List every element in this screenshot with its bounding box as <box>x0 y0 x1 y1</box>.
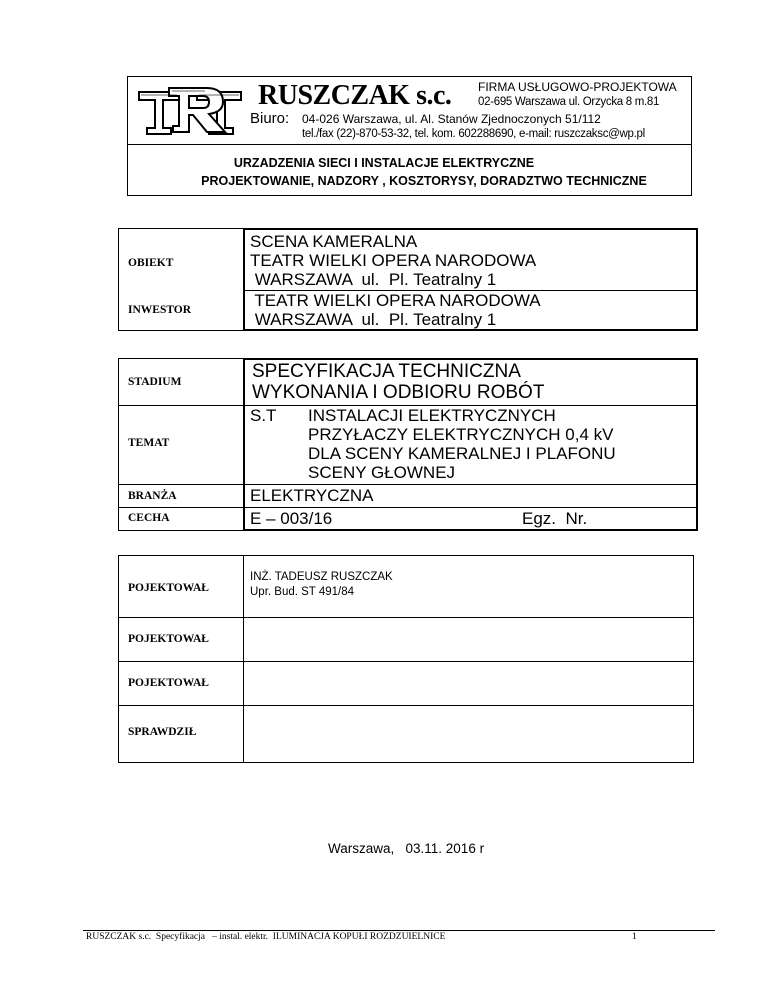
people-sep-2 <box>118 661 694 662</box>
designer-1-name: INŻ. TADEUSZ RUSZCZAK <box>250 571 393 583</box>
cecha-label: CECHA <box>128 512 170 524</box>
branza-label: BRANŻA <box>128 490 177 502</box>
designer-2-label: POJEKTOWAŁ <box>128 633 209 645</box>
footer-text: RUSZCZAK s.c. Specyfikacja – instal. elektr. ILUMINACJA KOPUŁI ROZDZUIELNICE <box>86 932 446 942</box>
inwestor-label: INWESTOR <box>128 304 192 316</box>
temat-line-1: INSTALACJI ELEKTRYCZNYCH <box>308 406 556 425</box>
spec-sep-3 <box>118 507 698 508</box>
stadium-line-1: SPECYFIKACJA TECHNICZNA <box>252 361 521 382</box>
company-name: RUSZCZAK s.c. <box>258 80 452 111</box>
temat-line-3: DLA SCENY KAMERALNEJ I PLAFONU <box>308 444 616 463</box>
temat-label: TEMAT <box>128 437 170 449</box>
obiekt-label: OBIEKT <box>128 257 174 269</box>
temat-prefix: S.T <box>250 406 277 425</box>
obiekt-line-2: TEATR WIELKI OPERA NARODOWA <box>250 251 537 270</box>
firm-type: FIRMA USŁUGOWO-PROJEKTOWA <box>478 80 677 94</box>
page-number: 1 <box>632 932 637 942</box>
designer-1-label: POJEKTOWAŁ <box>128 582 209 594</box>
people-sep-3 <box>118 705 694 706</box>
inwestor-line-1: TEATR WIELKI OPERA NARODOWA <box>250 291 541 310</box>
company-logo <box>135 82 245 137</box>
office-address: 04-026 Warszawa, ul. Al. Stanów Zjednoczonych 51/112 <box>302 112 601 126</box>
cecha-value: E – 003/16 <box>250 509 333 528</box>
letterhead-divider <box>127 144 692 145</box>
obiekt-line-1: SCENA KAMERALNA <box>250 232 418 251</box>
place-date: Warszawa, 03.11. 2016 r <box>328 841 485 856</box>
temat-line-2: PRZYŁACZY ELEKTRYCZNYCH 0,4 kV <box>308 425 614 444</box>
egz-label: Egz. Nr. <box>522 509 588 528</box>
office-label: Biuro: <box>250 110 290 127</box>
stadium-label: STADIUM <box>128 376 182 388</box>
checker-label: SPRAWDZIŁ <box>128 726 197 738</box>
people-table-divider <box>243 555 244 763</box>
contact-line: tel./fax (22)-870-53-32, tel. kom. 602288690, e-mail: ruszczaksc@wp.pl <box>302 128 645 140</box>
spec-sep-2 <box>118 484 698 485</box>
designer-1-license: Upr. Bud. ST 491/84 <box>250 586 354 598</box>
inwestor-line-2: WARSZAWA ul. Pl. Teatralny 1 <box>250 310 497 329</box>
branza-value: ELEKTRYCZNA <box>250 486 374 505</box>
services-line-2: PROJEKTOWANIE, NADZORY , KOSZTORYSY, DORADZTWO TECHNICZNE <box>201 174 647 188</box>
services-line-1: URZADZENIA SIECI I INSTALACJE ELEKTRYCZNE <box>233 156 535 170</box>
obiekt-line-3: WARSZAWA ul. Pl. Teatralny 1 <box>250 270 497 289</box>
temat-line-4: SCENY GŁOWNEJ <box>308 463 456 482</box>
people-sep-1 <box>118 617 694 618</box>
firm-address: 02-695 Warszawa ul. Orzycka 8 m.81 <box>478 96 660 108</box>
stadium-line-2: WYKONANIA I ODBIORU ROBÓT <box>252 382 545 403</box>
footer-rule <box>83 930 715 931</box>
designer-3-label: POJEKTOWAŁ <box>128 677 209 689</box>
